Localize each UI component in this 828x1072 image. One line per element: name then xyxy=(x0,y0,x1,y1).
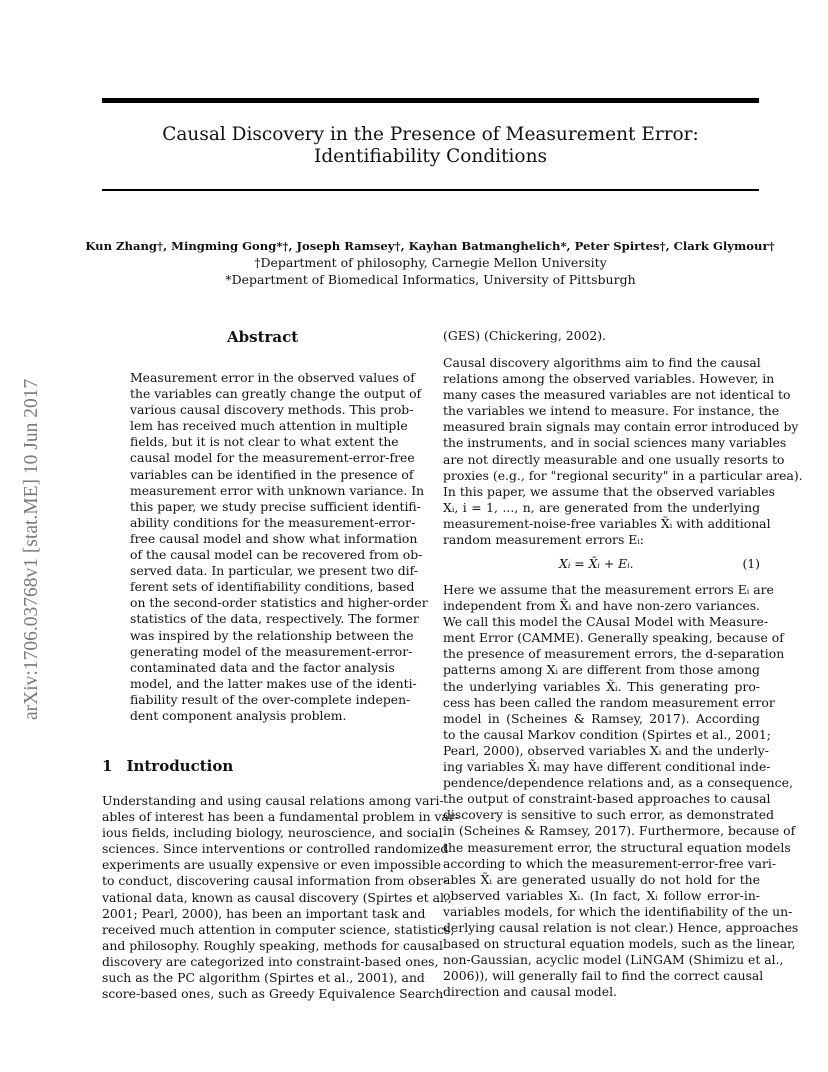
ges-continuation-line xyxy=(443,328,760,344)
text-line: the variables can greatly change the output of xyxy=(130,386,422,402)
text-line: measurement-noise-free variables X̃ᵢ with additional xyxy=(443,515,771,531)
text-line: the underlying variables X̃ᵢ. This generating pro- xyxy=(443,678,760,694)
text-line: many cases the measured variables are not identical to xyxy=(443,387,791,403)
abstract-body xyxy=(130,370,428,724)
text-line: independent from X̃ᵢ and have non-zero variances. xyxy=(443,598,760,614)
text-line: score-based ones, such as Greedy Equivalence Search xyxy=(102,986,444,1002)
text-line: to conduct, discovering causal information from obser- xyxy=(102,873,448,889)
affiliation-cmu: †Department of philosophy, Carnegie Mellon University xyxy=(254,255,607,270)
text-line: according to which the measurement-error-free vari- xyxy=(443,855,777,871)
text-line: Causal discovery algorithms aim to find the causal xyxy=(443,355,761,370)
text-line: ment Error (CAMME). Generally speaking, because of xyxy=(443,630,784,646)
text-line: sciences. Since interventions or controlled randomized xyxy=(102,841,449,857)
text-line: ing variables X̃ᵢ may have different conditional inde- xyxy=(443,759,771,775)
text-line: received much attention in computer science, statistics, xyxy=(102,921,455,937)
title-line-1: Causal Discovery in the Presence of Measurement Error: xyxy=(162,124,699,145)
text-line: Xᵢ, i = 1, ..., n, are generated from the underlying xyxy=(443,499,760,515)
text-line: to the causal Markov condition (Spirtes et al., 2001; xyxy=(443,726,771,742)
text-line: served data. In particular, we present two dif- xyxy=(130,563,418,579)
text-line: of the causal model can be recovered from ob- xyxy=(130,547,423,563)
section-title: Introduction xyxy=(126,757,234,775)
text-line: contaminated data and the factor analysis xyxy=(130,659,395,675)
text-line: 2001; Pearl, 2000), has been an important task and xyxy=(102,905,426,921)
equation-expression: Xᵢ = X̃ᵢ + Eᵢ. xyxy=(559,556,634,571)
text-line: fields, but it is not clear to what extent the xyxy=(130,434,399,450)
text-line: free causal model and show what information xyxy=(130,530,418,546)
text-line: statistics of the data, respectively. The former xyxy=(130,611,419,627)
text-line: generating model of the measurement-error- xyxy=(130,643,413,659)
top-rule xyxy=(102,98,759,103)
text-line: direction and causal model. xyxy=(443,984,617,1000)
text-line: ables of interest has been a fundamental problem in var- xyxy=(102,809,459,825)
text-line: model, and the latter makes use of the identi- xyxy=(130,675,417,691)
text-line: relations among the observed variables. However, in xyxy=(443,371,775,387)
text-line: the presence of measurement errors, the d-separation xyxy=(443,646,785,662)
text-line: ability conditions for the measurement-error- xyxy=(130,514,416,530)
text-line: ferent sets of identifiability conditions, based xyxy=(130,579,415,595)
text-line: proxies (e.g., for "regional security" in a particular area). xyxy=(443,467,803,483)
text-line: Measurement error in the observed values of xyxy=(130,370,415,385)
text-line: vational data, known as causal discovery (Spirtes et al., xyxy=(102,889,452,905)
author-list: Kun Zhang†, Mingming Gong*†, Joseph Ramsey†, Kayhan Batmanghelich*, Peter Spirtes†, Clark Glymour† xyxy=(85,239,775,253)
text-line: are not directly measurable and one usually resorts to xyxy=(443,451,785,467)
text-line: cess has been called the random measurement error xyxy=(443,694,775,710)
text-line: Here we assume that the measurement errors Eᵢ are xyxy=(443,582,774,597)
text-line: based on structural equation models, such as the linear, xyxy=(443,936,796,952)
paragraph-causal-discovery xyxy=(443,355,803,548)
text-line: We call this model the CAusal Model with Measure- xyxy=(443,614,769,630)
text-line: fiability result of the over-complete indepen- xyxy=(130,691,411,707)
text-line: measurement error with unknown variance. In xyxy=(130,482,425,498)
text-line: discovery is sensitive to such error, as demonstrated xyxy=(443,807,774,823)
text-line: ious fields, including biology, neuroscience, and social xyxy=(102,825,443,841)
text-line: (GES) (Chickering, 2002). xyxy=(443,328,607,343)
text-line: dent component analysis problem. xyxy=(130,707,347,723)
text-line: non-Gaussian, acyclic model (LiNGAM (Shimizu et al., xyxy=(443,952,784,968)
section-number: 1 xyxy=(102,757,113,775)
text-line: variables can be identified in the presence of xyxy=(130,466,414,482)
arxiv-stamp: arXiv:1706.03768v1 [stat.ME] 10 Jun 2017 xyxy=(21,378,42,720)
text-line: the variables we intend to measure. For instance, the xyxy=(443,403,780,419)
text-line: random measurement errors Eᵢ: xyxy=(443,532,644,548)
text-line: in (Scheines & Ramsey, 2017). Furthermore, because of xyxy=(443,823,796,839)
title-rule xyxy=(102,189,759,191)
text-line: patterns among Xᵢ are different from those among xyxy=(443,662,760,678)
affiliation-pitt: *Department of Biomedical Informatics, University of Pittsburgh xyxy=(225,272,636,287)
paragraph-camme xyxy=(443,582,799,1000)
paper-title xyxy=(102,124,759,168)
text-line: on the second-order statistics and higher-order xyxy=(130,595,428,611)
text-line: model in (Scheines & Ramsey, 2017). According xyxy=(443,710,760,726)
equation-number: (1) xyxy=(742,556,760,571)
text-line: causal model for the measurement-error-free xyxy=(130,450,415,466)
text-line: Understanding and using causal relations among vari- xyxy=(102,793,444,808)
text-line: In this paper, we assume that the observed variables xyxy=(443,483,775,499)
text-line: this paper, we study precise sufficient identifi- xyxy=(130,498,421,514)
text-line: the output of constraint-based approaches to causal xyxy=(443,791,771,807)
abstract-heading: Abstract xyxy=(227,328,299,346)
text-line: pendence/dependence relations and, as a consequence, xyxy=(443,775,793,791)
text-line: derlying causal relation is not clear.) Hence, approaches xyxy=(443,919,799,935)
introduction-body xyxy=(102,793,459,1002)
text-line: the measurement error, the structural equation models xyxy=(443,839,791,855)
text-line: such as the PC algorithm (Spirtes et al., 2001), and xyxy=(102,970,425,986)
text-line: discovery are categorized into constraint-based ones, xyxy=(102,953,439,969)
text-line: observed variables Xᵢ. (In fact, Xᵢ follow error-in- xyxy=(443,887,760,903)
text-line: ables X̃ᵢ are generated usually do not hold for the xyxy=(443,871,760,887)
text-line: lem has received much attention in multiple xyxy=(130,418,408,434)
text-line: variables models, for which the identifiability of the un- xyxy=(443,903,793,919)
text-line: and philosophy. Roughly speaking, methods for causal xyxy=(102,937,444,953)
text-line: experiments are usually expensive or even impossible xyxy=(102,857,442,873)
section-heading-introduction xyxy=(102,757,233,775)
text-line: was inspired by the relationship between the xyxy=(130,627,414,643)
text-line: the instruments, and in social sciences many variables xyxy=(443,435,787,451)
text-line: 2006)), will generally fail to find the correct causal xyxy=(443,968,764,984)
text-line: Pearl, 2000), observed variables Xᵢ and the underly- xyxy=(443,742,769,758)
text-line: various causal discovery methods. This prob- xyxy=(130,402,414,418)
text-line: measured brain signals may contain error introduced by xyxy=(443,419,799,435)
title-line-2: Identifiability Conditions xyxy=(314,146,547,167)
